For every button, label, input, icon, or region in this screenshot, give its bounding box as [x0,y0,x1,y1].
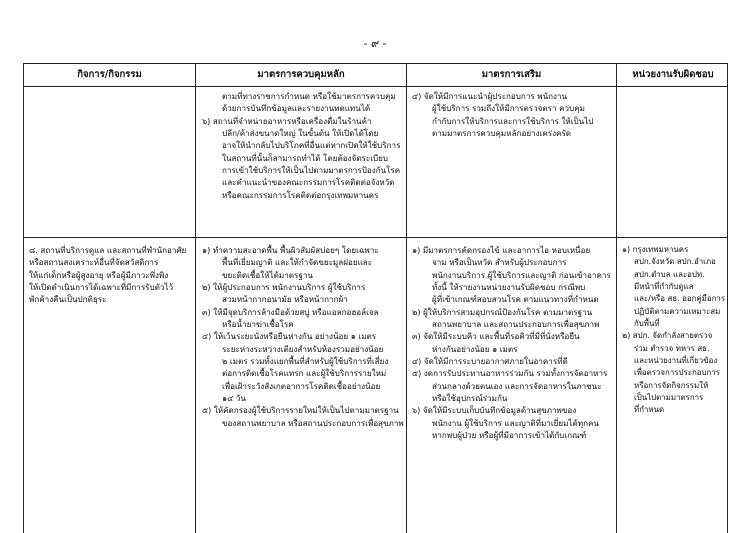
text-line: ๖) สถานที่จำหน่ายอาหารหรือเครื่องดื่มในร้านค้า [202,115,372,126]
text-line: ตามที่ทางราชการกำหนด หรือใช้มาตรการควบคุม [222,91,396,101]
header-main-measures: มาตรการควบคุมหลัก [257,69,345,80]
text-line: ๒) สปก. จัดกำลังสายตรวจ [622,331,713,341]
column-divider [616,64,617,533]
text-line: หรือสถานสงเคราะห์อื่นที่จัดสวัสดิการ [29,257,159,268]
text-line: ปฏิบัติตามความเหมาะสม [634,306,721,316]
text-line: ๖) จัดให้มีระบบเก็บบันทึกข้อมูลด้านสุขภาพของ [412,405,577,416]
text-line: ๑๔ วัน [222,393,246,404]
text-line: พนักงานบริการ ผู้ใช้บริการและญาติ ก่อนเข้าอาคาร [432,269,611,280]
text-line: ห่างกันอย่างน้อย ๑ เมตร [432,343,518,354]
row1-extra-measures [412,90,614,139]
text-line: ขยะติดเชื้อให้ได้มาตรฐาน [222,269,313,280]
text-line: พื้นที่เยี่ยมญาติ และให้กำจัดขยะมูลฝอยและ [222,257,373,268]
text-line: อาจให้นำกลับไปบริโภคที่อื่นแต่หากเปิดให้ใช้บริการ [222,140,401,151]
text-line: ตามมาตรการควบคุมหลักอย่างเคร่งครัด [432,128,572,139]
column-divider [406,64,407,533]
text-line: ให้เปิดดำเนินการได้เฉพาะที่มีการรับตัวไว้ [29,282,174,293]
text-line: ๒) ผู้ให้บริการสวมอุปกรณ์ป้องกันโรค ตามมาตรฐาน [412,306,593,317]
row1-main-measures [202,90,404,201]
text-line: หรือใช้อุปกรณ์ร่วมกัน [432,393,508,404]
text-line: ๑) ทำความสะอาดพื้น พื้นผิวสัมผัสบ่อยๆ โดยเฉพาะ [202,245,379,255]
text-line: สปก.จังหวัด สปก.อำเภอ [634,257,716,267]
text-line: หรือคณะกรรมการโรคติดต่อกรุงเทพมหานคร [222,189,379,200]
text-line: ทั้งนี้ ให้รายงานหน่วยงานรับผิดชอบ กรณีพบ [432,282,586,293]
text-line: สปก.ตำบล และอปท. [634,269,705,279]
header-extra-measures: มาตรการเสริม [481,69,542,80]
text-line: ๔) ให้เว้นระยะนั่งหรือยืนห่างกัน อย่างน้อย ๑ เมตร [202,331,377,342]
text-line: ๘. สถานที่บริการดูแล และสถานที่พำนักอาศัย [29,245,187,255]
text-line: ระยะห่างระหว่างเตียงสำหรับห้องรวมอย่างน้อย [222,343,384,354]
text-line: หรือการจัดกิจกรรมให้ [634,380,709,390]
text-line: ๓) ให้มีจุดบริการล้างมือด้วยสบู่ หรือแอลกอฮอล์เจล [202,306,379,317]
text-line: ผู้ใช้บริการ รวมถึงให้มีการตรวจตรา ควบคุม [432,103,585,114]
text-line: เพื่อตรวจการประกอบการ [634,368,720,378]
text-line: หากพบผู้ป่วย หรือผู้ที่มีอาการเข้าได้กับเกณฑ์ [432,430,587,441]
text-line: พักค้างคืนเป็นปกติธุระ [29,294,107,305]
text-line: ๔) จัดให้มีการระบายอากาศภายในอาคารที่ดี [412,356,568,367]
text-line: และ/หรือ สธ. ออกคู่มือการ [634,294,726,304]
text-line: หรือน้ำยาฆ่าเชื้อโรค [222,319,294,330]
text-line: เพื่อเฝ้าระวังสังเกตอาการโรคติดเชื้ออย่างน้อย [222,380,381,391]
header-responsible-agency: หน่วยงานรับผิดชอบ [632,69,714,80]
text-line: ๒ เมตร รวมทั้งแยกพื้นที่สำหรับผู้ใช้บริการที่เสี่ยง [222,356,389,367]
text-line: และหน่วยงานที่เกี่ยวข้อง [634,356,718,366]
row2-main-measures [202,244,404,429]
text-line: ร่วม ตำรวจ ทหาร สธ. [634,343,710,353]
text-line: สถานพยาบาล และสถานประกอบการเพื่อสุขภาพ [432,319,600,330]
header-divider [24,86,727,87]
text-line: ๕) ให้คัดกรองผู้ใช้บริการรายใหม่ให้เป็นไปตามมาตรฐาน [202,405,399,416]
text-line: จาม หรือเป็นหวัด สำหรับผู้ประกอบการ [432,257,567,268]
row2-extra-measures [412,244,614,442]
text-line: และคำแนะนำของคณะกรรมการโรคติดต่อจังหวัด [222,177,395,188]
text-line: ๑) กรุงเทพมหานคร [622,245,689,254]
text-line: ที่กำหนด [634,405,665,415]
text-line: ส่วนกลางด้วยตนเอง และการจัดอาหารในภาชนะ [432,380,602,391]
text-line: ในสถานที่นั้นก็สามารถทำได้ โดยต้องจัดระเบียบ [222,152,388,163]
text-line: ๓) จัดให้มีระบบคิว และพื้นที่รอคิวที่มีที่นั่งหรือยืน [412,331,580,342]
row-divider [24,237,727,238]
text-line: ต่อการติดเชื้อโรคแทรก และผู้ใช้บริการรายใหม่ [222,368,387,379]
text-line: กับพื้นที่ [634,319,660,329]
text-line: ๑) มีมาตรการคัดกรองไข้ และอาการไอ หอบเหนื่อย [412,245,591,255]
text-line: ๔) จัดให้มีการแนะนำผู้ประกอบการ พนักงาน [412,91,568,101]
text-line: การเข้าใช้บริการให้เป็นไปตามมาตรการป้องกันโรค [222,165,401,176]
column-divider [195,64,196,533]
text-line: ๒) ให้ผู้ประกอบการ พนักงานบริการ ผู้ใช้บริการ [202,282,366,293]
text-line: พนักงาน ผู้ใช้บริการ และญาติที่มาเยี่ยมได้ทุกคน [432,417,599,428]
header-activity: กิจการ/กิจกรรม [77,69,142,80]
text-line: สวมหน้ากากอนามัย หรือหน้ากากผ้า [222,294,348,305]
text-line: กำกับการให้บริการและการใช้บริการ ให้เป็นไป [432,115,594,126]
text-line: ด้วยการบันทึกข้อมูลและรายงานทดแทนได้ [222,103,371,114]
text-line: ปลีก/ค้าส่งขนาดใหญ่ ในขั้นต้น ให้เปิดได้โดย [222,128,379,139]
measures-table [23,63,728,533]
text-line: ของสถานพยาบาล หรือสถานประกอบการเพื่อสุขภาพ [222,417,404,428]
text-line: ผู้ที่เข้าเกณฑ์สอบสวนโรค ตามแนวทางที่กำหนด [432,294,599,305]
text-line: เป็นไปตามมาตรการ [634,393,704,403]
page-number: - ๙ - [363,37,387,50]
text-line: ๕) งดการรับประทานอาหารร่วมกัน รวมทั้งการจัดอาหาร [412,368,608,379]
row2-responsible-agency [622,244,726,417]
text-line: มีหน้าที่กำกับดูแล [634,282,694,292]
row2-activity [29,244,193,306]
text-line: ให้แก่เด็กหรือผู้สูงอายุ หรือผู้มีภาวะพึ่งพิง [29,269,169,280]
